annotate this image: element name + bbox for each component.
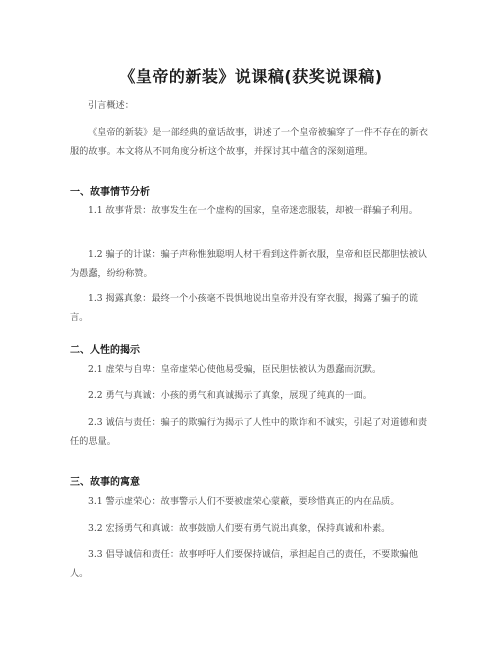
section-3-item-3: 3.3 倡导诚信和责任：故事呼吁人们要保持诚信，承担起自己的责任，不要欺骗他人。 bbox=[70, 549, 418, 579]
section-heading-1: 一、故事情节分析 bbox=[70, 187, 150, 198]
section-3-item-1: 3.1 警示虚荣心：故事警示人们不要被虚荣心蒙蔽，要珍惜真正的内在品质。 bbox=[88, 496, 400, 507]
document-title: 《皇帝的新装》说课稿(获奖说课稿) bbox=[119, 67, 383, 86]
intro-label: 引言概述： bbox=[88, 100, 134, 111]
section-1-item-3: 1.3 揭露真象：最终一个小孩毫不畏惧地说出皇帝并没有穿衣服，揭露了骗子的谎言。 bbox=[70, 293, 418, 323]
intro-paragraph: 《皇帝的新装》是一部经典的童话故事，讲述了一个皇帝被骗穿了一件不存在的新衣服的故事。本文将从不同角度分析这个故事，并探讨其中蕴含的深刻道理。 bbox=[70, 127, 428, 157]
section-2-item-1: 2.1 虚荣与自卑：皇帝虚荣心使他易受骗，臣民胆怯被认为愚蠢而沉默。 bbox=[88, 364, 382, 375]
section-3-item-2: 3.2 宏扬勇气和真诚：故事鼓励人们要有勇气说出真象，保持真诚和朴素。 bbox=[88, 523, 391, 534]
section-1-item-2: 1.2 骗子的计谋：骗子声称惟独聪明人材干看到这件新衣服，皇帝和臣民都胆怯被认为愚蠢，纷纷称赞。 bbox=[70, 249, 428, 279]
section-heading-3: 三、故事的寓意 bbox=[70, 477, 140, 488]
section-1-item-1: 1.1 故事背景：故事发生在一个虚构的国家，皇帝迷恋服装，却被一群骗子利用。 bbox=[88, 205, 418, 216]
section-heading-2: 二、人性的揭示 bbox=[70, 345, 140, 356]
section-2-item-3: 2.3 诚信与责任：骗子的欺骗行为揭示了人性中的欺诈和不诚实，引起了对道德和责任的思量。 bbox=[70, 417, 428, 447]
section-2-item-2: 2.2 勇气与真诚：小孩的勇气和真诚揭示了真象，展现了纯真的一面。 bbox=[88, 390, 372, 401]
